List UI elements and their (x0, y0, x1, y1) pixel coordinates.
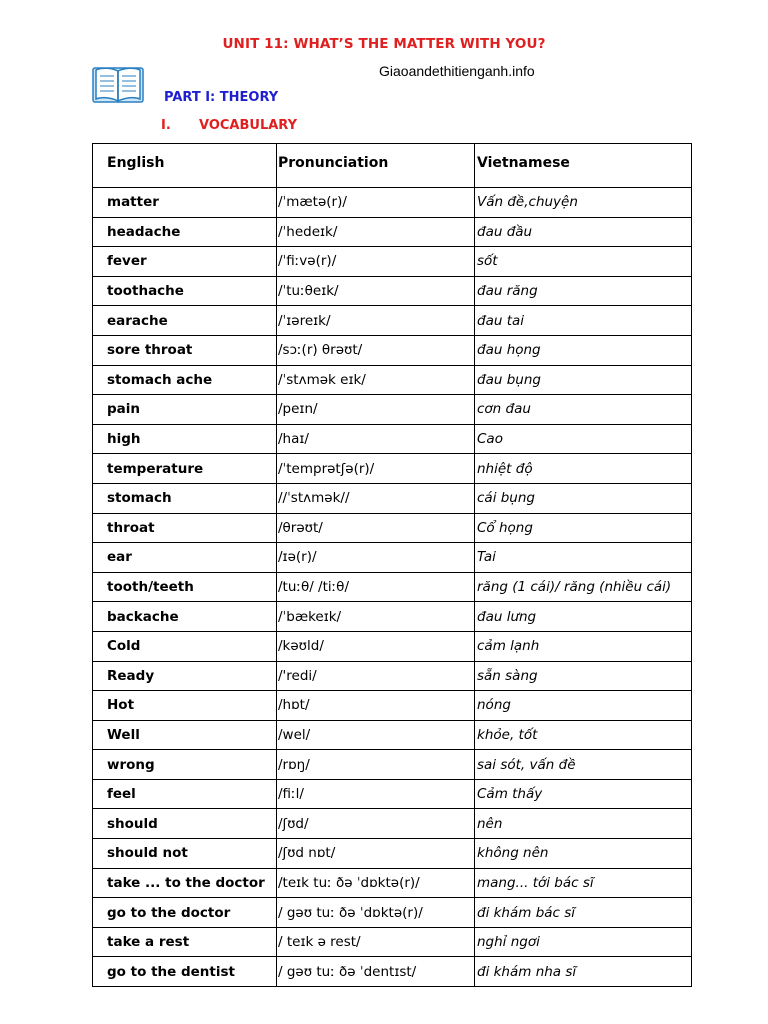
pronunciation-cell: //ˈstʌmək// (277, 483, 475, 513)
vietnamese-cell: đau đầu (475, 217, 692, 247)
english-cell: Hot (93, 691, 277, 721)
open-book-icon (92, 64, 144, 106)
vocabulary-table (92, 143, 692, 987)
english-cell: take ... to the doctor (93, 868, 277, 898)
table-row (93, 247, 692, 277)
vietnamese-cell: cái bụng (475, 483, 692, 513)
table-row (93, 513, 692, 543)
english-cell: high (93, 424, 277, 454)
english-cell: earache (93, 306, 277, 336)
pronunciation-cell: /kəʊld/ (277, 631, 475, 661)
table-row (93, 365, 692, 395)
table-row (93, 395, 692, 425)
table-row (93, 750, 692, 780)
pronunciation-cell: /θrəʊt/ (277, 513, 475, 543)
header-vietnamese: Vietnamese (475, 144, 692, 188)
english-cell: fever (93, 247, 277, 277)
english-cell: stomach (93, 483, 277, 513)
vietnamese-cell: nóng (475, 691, 692, 721)
table-row (93, 602, 692, 632)
vietnamese-cell: đau bụng (475, 365, 692, 395)
english-cell: tooth/teeth (93, 572, 277, 602)
vietnamese-cell: đau tai (475, 306, 692, 336)
pronunciation-cell: /teɪk tuː ðə ˈdɒktə(r)/ (277, 868, 475, 898)
english-cell: wrong (93, 750, 277, 780)
pronunciation-cell: /ʃʊd/ (277, 809, 475, 839)
table-row (93, 306, 692, 336)
vietnamese-cell: sốt (475, 247, 692, 277)
pronunciation-cell: /ˈmætə(r)/ (277, 188, 475, 218)
pronunciation-cell: /'redi/ (277, 661, 475, 691)
vietnamese-cell: đau lưng (475, 602, 692, 632)
vietnamese-cell: Cao (475, 424, 692, 454)
vietnamese-cell: không nên (475, 839, 692, 869)
part-heading: PART I: THEORY (164, 90, 279, 105)
english-cell: headache (93, 217, 277, 247)
pronunciation-cell: /ˈfiːvə(r)/ (277, 247, 475, 277)
vietnamese-cell: mang... tới bác sĩ (475, 868, 692, 898)
vietnamese-cell: nên (475, 809, 692, 839)
vietnamese-cell: đi khám nha sĩ (475, 957, 692, 987)
english-cell: temperature (93, 454, 277, 484)
english-cell: feel (93, 779, 277, 809)
vietnamese-cell: sai sót, vấn đề (475, 750, 692, 780)
table-row (93, 809, 692, 839)
pronunciation-cell: /hɒt/ (277, 691, 475, 721)
english-cell: should (93, 809, 277, 839)
table-row (93, 543, 692, 573)
english-cell: go to the doctor (93, 898, 277, 928)
table-row (93, 276, 692, 306)
vietnamese-cell: sẵn sàng (475, 661, 692, 691)
table-row (93, 779, 692, 809)
header-english: English (93, 144, 277, 188)
vietnamese-cell: răng (1 cái)/ răng (nhiều cái) (475, 572, 692, 602)
english-cell: pain (93, 395, 277, 425)
english-cell: Well (93, 720, 277, 750)
pronunciation-cell: /sɔː(r) θrəʊt/ (277, 335, 475, 365)
pronunciation-cell: /tuːθ/ /tiːθ/ (277, 572, 475, 602)
pronunciation-cell: /ˈbækeɪk/ (277, 602, 475, 632)
pronunciation-cell: /ˈtemprətʃə(r)/ (277, 454, 475, 484)
pronunciation-cell: / teɪk ə rest/ (277, 927, 475, 957)
section-label: VOCABULARY (199, 118, 298, 133)
pronunciation-cell: /ˈɪəreɪk/ (277, 306, 475, 336)
table-row (93, 454, 692, 484)
english-cell: take a rest (93, 927, 277, 957)
english-cell: Ready (93, 661, 277, 691)
vietnamese-cell: đau răng (475, 276, 692, 306)
table-row (93, 188, 692, 218)
table-row (93, 927, 692, 957)
table-row (93, 483, 692, 513)
table-row (93, 720, 692, 750)
vietnamese-cell: khỏe, tốt (475, 720, 692, 750)
table-row (93, 572, 692, 602)
english-cell: go to the dentist (93, 957, 277, 987)
vietnamese-cell: Cảm thấy (475, 779, 692, 809)
english-cell: Cold (93, 631, 277, 661)
english-cell: stomach ache (93, 365, 277, 395)
table-row (93, 691, 692, 721)
pronunciation-cell: /ˈstʌmək eɪk/ (277, 365, 475, 395)
pronunciation-cell: /ʃʊd nɒt/ (277, 839, 475, 869)
english-cell: toothache (93, 276, 277, 306)
vietnamese-cell: Cổ họng (475, 513, 692, 543)
pronunciation-cell: /fiːl/ (277, 779, 475, 809)
vietnamese-cell: cơn đau (475, 395, 692, 425)
table-row (93, 217, 692, 247)
table-row (93, 661, 692, 691)
pronunciation-cell: /wel/ (277, 720, 475, 750)
website-label: Giaoandethitienganh.info (379, 63, 535, 79)
vietnamese-cell: đau họng (475, 335, 692, 365)
english-cell: should not (93, 839, 277, 869)
table-row (93, 839, 692, 869)
english-cell: throat (93, 513, 277, 543)
pronunciation-cell: /ˈtuːθeɪk/ (277, 276, 475, 306)
pronunciation-cell: /ɪə(r)/ (277, 543, 475, 573)
english-cell: ear (93, 543, 277, 573)
pronunciation-cell: / gəʊ tuː ðə ˈdɒktə(r)/ (277, 898, 475, 928)
pronunciation-cell: /ˈhedeɪk/ (277, 217, 475, 247)
table-header-row (93, 144, 692, 188)
pronunciation-cell: /peɪn/ (277, 395, 475, 425)
pronunciation-cell: / gəʊ tuː ðə ˈdentɪst/ (277, 957, 475, 987)
vietnamese-cell: cảm lạnh (475, 631, 692, 661)
table-row (93, 898, 692, 928)
vietnamese-cell: nghỉ ngơi (475, 927, 692, 957)
header-pronunciation: Pronunciation (277, 144, 475, 188)
table-row (93, 424, 692, 454)
table-row (93, 631, 692, 661)
english-cell: matter (93, 188, 277, 218)
table-row (93, 335, 692, 365)
pronunciation-cell: /haɪ/ (277, 424, 475, 454)
vietnamese-cell: đi khám bác sĩ (475, 898, 692, 928)
table-row (93, 957, 692, 987)
vietnamese-cell: Vấn đề,chuyện (475, 188, 692, 218)
vietnamese-cell: nhiệt độ (475, 454, 692, 484)
vietnamese-cell: Tai (475, 543, 692, 573)
page-title: UNIT 11: WHAT’S THE MATTER WITH YOU? (222, 36, 546, 52)
table-row (93, 868, 692, 898)
english-cell: backache (93, 602, 277, 632)
english-cell: sore throat (93, 335, 277, 365)
section-number: I. (161, 118, 171, 133)
section-heading (161, 118, 297, 133)
pronunciation-cell: /rɒŋ/ (277, 750, 475, 780)
vocabulary-rows (93, 188, 692, 987)
